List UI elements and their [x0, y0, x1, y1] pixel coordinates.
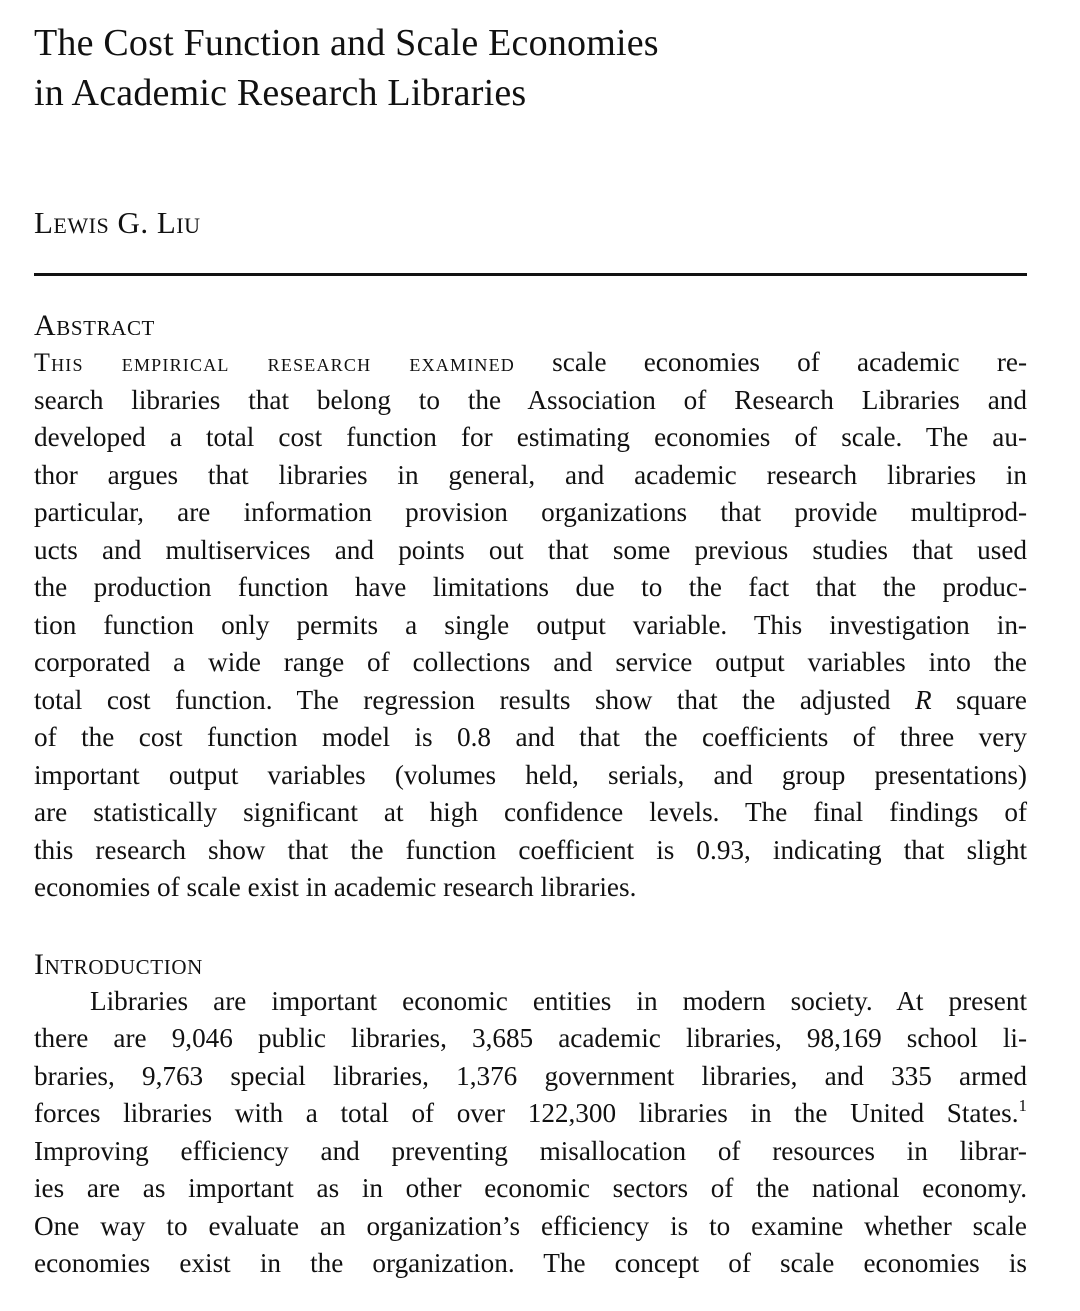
article-page: [34, 18, 1027, 1283]
r-squared-symbol: R: [914, 684, 932, 715]
introduction-line: forces libraries with a total of over 122,300 libraries in the United States.$^1$: [34, 1096, 1027, 1128]
footnote-marker[interactable]: 1: [1018, 1096, 1027, 1115]
abstract-lead-in: This empirical research examined: [34, 348, 515, 377]
abstract-line: economies of scale exist in academic research libraries.: [34, 872, 637, 902]
abstract-line: of the cost function model is 0.8 and that the coefficients of three very: [34, 722, 1027, 752]
header-divider: [34, 273, 1027, 276]
abstract-paragraph: [34, 344, 1027, 907]
abstract-line: are statistically significant at high confidence levels. The final findings of: [34, 797, 1027, 827]
article-title: [34, 18, 1027, 118]
abstract-line: tion function only permits a single output variable. This investigation in-: [34, 609, 1027, 640]
abstract-line: ucts and multiservices and points out that some previous studies that used: [34, 534, 1027, 565]
title-line-1: The Cost Function and Scale Economies: [34, 22, 659, 64]
abstract-line: search libraries that belong to the Association of Research Libraries and: [34, 384, 1027, 415]
abstract-line: the production function have limitations due to the fact that the produc-: [34, 572, 1027, 602]
abstract-heading: Abstract: [34, 309, 155, 342]
abstract-line: developed a total cost function for estimating economies of scale. The au-: [34, 422, 1027, 452]
introduction-line: Libraries are important economic entities in modern society. At present: [90, 985, 1027, 1016]
introduction-line: ies are as important as in other economic sectors of the national economy.: [34, 1173, 1027, 1203]
abstract-line: total cost function. The regression results show that the adjusted R square: [34, 684, 1027, 715]
introduction-heading: Introduction: [34, 947, 203, 981]
introduction-line: there are 9,046 public libraries, 3,685 academic libraries, 98,169 school li-: [34, 1023, 1027, 1053]
title-line-2: in Academic Research Libraries: [34, 72, 527, 114]
abstract-line: this research show that the function coefficient is 0.93, indicating that slight: [34, 834, 1027, 865]
introduction-line: Improving efficiency and preventing misallocation of resources in librar-: [34, 1135, 1027, 1166]
introduction-paragraph: [34, 983, 1027, 1283]
abstract-line: thor argues that libraries in general, and academic research libraries in: [34, 459, 1027, 490]
abstract-line: This empirical research examined scale economies of academic re-: [34, 347, 1027, 377]
introduction-line: braries, 9,763 special libraries, 1,376 government libraries, and 335 armed: [34, 1060, 1027, 1091]
abstract-line: corporated a wide range of collections and service output variables into the: [34, 647, 1027, 677]
abstract-line: important output variables (volumes held, serials, and group presentations): [34, 759, 1027, 790]
introduction-line: One way to evaluate an organization’s efficiency is to examine whether scale: [34, 1210, 1027, 1241]
introduction-line: economies exist in the organization. The concept of scale economies is: [34, 1248, 1027, 1278]
author-name: Lewis G. Liu: [34, 205, 201, 240]
abstract-line: particular, are information provision organizations that provide multiprod-: [34, 497, 1027, 527]
